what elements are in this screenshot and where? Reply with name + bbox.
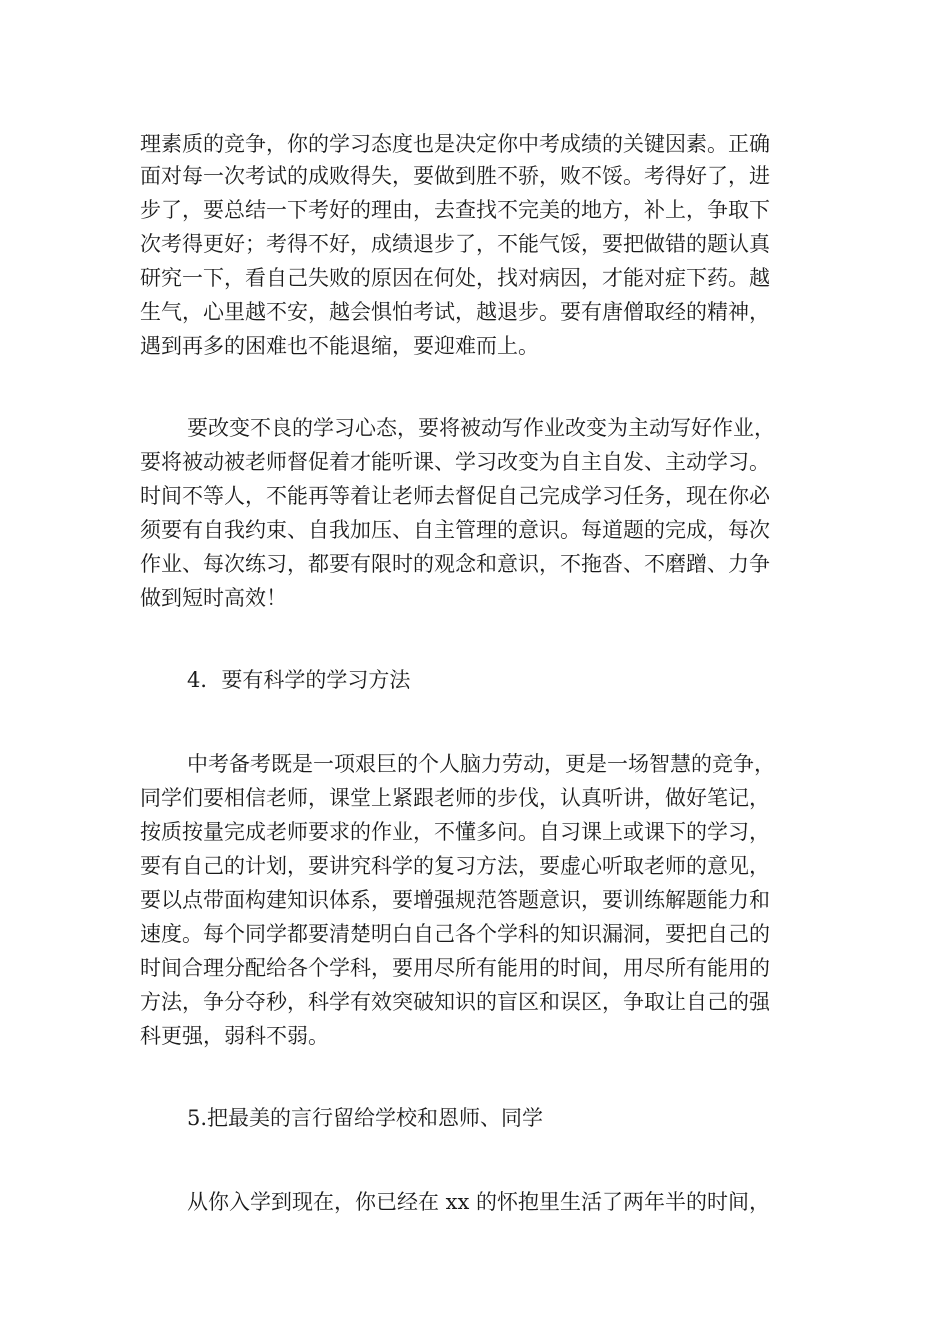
paragraph-2-line-2: 要将被动被老师督促着才能听课、学习改变为自主自发、主动学习。	[140, 450, 770, 474]
paragraph-1-line-2: 面对每一次考试的成败得失，要做到胜不骄，败不馁。考得好了，进	[140, 164, 770, 188]
paragraph-1-line-1: 理素质的竞争，你的学习态度也是决定你中考成绩的关键因素。正确	[140, 132, 770, 156]
paragraph-2-line-6: 做到短时高效！	[140, 586, 287, 610]
paragraph-2-line-3: 时间不等人，不能再等着让老师去督促自己完成学习任务，现在你必	[140, 484, 770, 508]
paragraph-3-line-5: 要以点带面构建知识体系，要增强规范答题意识，要训练解题能力和	[140, 888, 770, 912]
paragraph-1-line-5: 研究一下，看自己失败的原因在何处，找对病因，才能对症下药。越	[140, 266, 770, 290]
paragraph-3-line-8: 方法，争分夺秒，科学有效突破知识的盲区和误区，争取让自己的强	[140, 990, 770, 1014]
paragraph-3-line-4: 要有自己的计划，要讲究科学的复习方法，要虚心听取老师的意见，	[140, 854, 770, 878]
paragraph-3-line-1: 中考备考既是一项艰巨的个人脑力劳动，更是一场智慧的竞争，	[187, 752, 775, 776]
paragraph-3-line-2: 同学们要相信老师，课堂上紧跟老师的步伐，认真听讲，做好笔记，	[140, 786, 770, 810]
paragraph-1-line-6: 生气，心里越不安，越会惧怕考试，越退步。要有唐僧取经的精神，	[140, 300, 770, 324]
paragraph-2-line-5: 作业、每次练习，都要有限时的观念和意识，不拖沓、不磨蹭、力争	[140, 552, 770, 576]
paragraph-2-line-1: 要改变不良的学习心态，要将被动写作业改变为主动写好作业，	[187, 416, 775, 440]
paragraph-1-line-7: 遇到再多的困难也不能退缩，要迎难而上。	[140, 334, 539, 358]
paragraph-3-line-3: 按质按量完成老师要求的作业，不懂多问。自习课上或课下的学习，	[140, 820, 770, 844]
paragraph-3-line-9: 科更强，弱科不弱。	[140, 1024, 329, 1048]
section-heading-5: 5.把最美的言行留给学校和恩师、同学	[187, 1106, 544, 1130]
paragraph-3-line-6: 速度。每个同学都要清楚明白自己各个学科的知识漏洞，要把自己的	[140, 922, 770, 946]
paragraph-2-line-4: 须要有自我约束、自我加压、自主管理的意识。每道题的完成，每次	[140, 518, 770, 542]
paragraph-3-line-7: 时间合理分配给各个学科，要用尽所有能用的时间，用尽所有能用的	[140, 956, 770, 980]
paragraph-1-line-3: 步了，要总结一下考好的理由，去查找不完美的地方，补上，争取下	[140, 198, 770, 222]
paragraph-1-line-4: 次考得更好；考得不好，成绩退步了，不能气馁，要把做错的题认真	[140, 232, 770, 256]
paragraph-4-line-1: 从你入学到现在，你已经在 xx 的怀抱里生活了两年半的时间，	[187, 1190, 771, 1214]
section-heading-4: 4．要有科学的学习方法	[187, 668, 411, 692]
